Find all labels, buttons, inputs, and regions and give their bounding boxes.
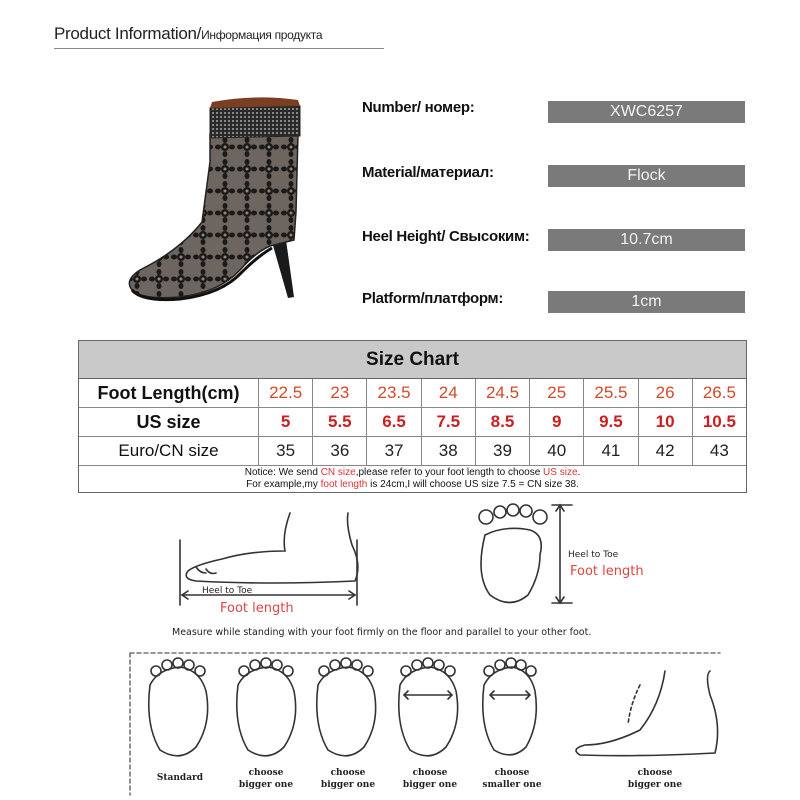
us-size-cell: 10 <box>639 408 693 436</box>
label-choose-4: choose <box>494 768 530 778</box>
foot-length-cell: 22.5 <box>259 379 313 407</box>
heel-to-toe-side-text: Heel to Toe <box>202 586 253 596</box>
spec-platform-label: Platform/платформ: <box>362 290 504 307</box>
euro-size-cell: 42 <box>639 437 693 465</box>
notice-text: ,please refer to your foot length to choose <box>355 467 544 478</box>
label-bigger-1: bigger one <box>238 780 294 790</box>
foot-type-bigger-icon-3 <box>399 658 458 756</box>
us-size-cell: 6.5 <box>367 408 421 436</box>
label-choose-1: choose <box>248 768 284 778</box>
foot-length-cell: 26 <box>639 379 693 407</box>
foot-type-bigger-icon-2 <box>317 658 376 756</box>
spec-number-value: XWC6257 <box>548 101 745 123</box>
us-size-cell: 7.5 <box>422 408 476 436</box>
label-smaller: smaller one <box>482 780 542 790</box>
euro-size-row <box>79 437 746 466</box>
notice-highlight: foot length <box>320 479 368 490</box>
foot-length-label: Foot Length(cm) <box>79 379 259 407</box>
us-size-cell: 10.5 <box>702 412 736 431</box>
notice-line-2 <box>79 479 746 491</box>
foot-length-cell: 24 <box>422 379 476 407</box>
foot-length-top-text: Foot length <box>570 564 644 579</box>
us-size-cell: 9.5 <box>584 408 638 436</box>
measurement-illustration <box>0 495 800 800</box>
top-foot-icon <box>479 504 572 603</box>
page-title <box>54 24 322 44</box>
boot-image <box>60 92 360 322</box>
euro-size-cell: 35 <box>259 437 313 465</box>
notice-highlight: CN size <box>320 467 356 478</box>
notice-text: Notice: We send <box>244 467 321 478</box>
spec-number-label: Number/ номер: <box>362 99 475 116</box>
label-choose-2: choose <box>330 768 366 778</box>
spec-heel-height-value: 10.7cm <box>548 229 745 251</box>
foot-length-cell: 23.5 <box>367 379 421 407</box>
notice-text: . <box>577 467 581 478</box>
spec-material-label: Material/материал: <box>362 164 494 181</box>
euro-size-cell: 38 <box>422 437 476 465</box>
size-chart-title: Size Chart <box>79 341 746 379</box>
notice-highlight: US size <box>543 467 578 478</box>
foot-length-cell: 25.5 <box>584 379 638 407</box>
title-ru: Информация продукта <box>201 28 323 42</box>
foot-type-bigger-icon-1 <box>237 658 296 756</box>
title-underline <box>54 48 384 49</box>
us-size-cell: 5.5 <box>313 408 367 436</box>
euro-size-cell: 41 <box>584 437 638 465</box>
us-size-cell: 8.5 <box>476 408 530 436</box>
us-size-row <box>79 408 746 437</box>
label-standard: Standard <box>156 773 204 783</box>
notice-text: For example,my <box>246 479 321 490</box>
us-size-cell: 5 <box>259 408 313 436</box>
foot-type-standard-icon <box>149 658 208 756</box>
measure-instruction: Measure while standing with your foot firmly on the floor and parallel to your other foot. <box>172 627 592 638</box>
label-choose-5: choose <box>637 768 673 778</box>
spec-platform-value: 1cm <box>548 291 745 313</box>
foot-type-high-instep-icon <box>576 671 718 756</box>
foot-length-cell: 25 <box>530 379 584 407</box>
label-bigger-2: bigger one <box>320 780 376 790</box>
euro-size-label: Euro/CN size <box>79 437 259 465</box>
euro-size-cell: 43 <box>709 441 729 460</box>
spec-heel-height-label: Heel Height/ Свысоким: <box>362 228 530 245</box>
foot-length-cell: 23 <box>313 379 367 407</box>
euro-size-cell: 36 <box>313 437 367 465</box>
size-notice <box>79 466 746 492</box>
euro-size-cell: 37 <box>367 437 421 465</box>
heel-to-toe-top-text: Heel to Toe <box>568 550 619 560</box>
size-chart-table <box>78 340 747 493</box>
notice-text: is 24cm,I will choose US size 7.5 = CN size 38. <box>367 479 579 490</box>
euro-size-cell: 39 <box>476 437 530 465</box>
foot-length-side-text: Foot length <box>220 601 294 616</box>
foot-length-cell: 24.5 <box>476 379 530 407</box>
label-bigger-5: bigger one <box>627 780 683 790</box>
spec-material-value: Flock <box>548 165 745 187</box>
product-image <box>60 92 360 322</box>
notice-line-1 <box>79 467 746 479</box>
us-size-cell: 9 <box>530 408 584 436</box>
label-bigger-3: bigger one <box>402 780 458 790</box>
foot-length-row <box>79 379 746 408</box>
euro-size-cell: 40 <box>530 437 584 465</box>
us-size-label: US size <box>79 408 259 436</box>
title-en: Product Information/ <box>54 24 202 43</box>
foot-type-smaller-icon <box>483 658 537 755</box>
foot-length-cell: 26.5 <box>702 383 736 402</box>
label-choose-3: choose <box>412 768 448 778</box>
